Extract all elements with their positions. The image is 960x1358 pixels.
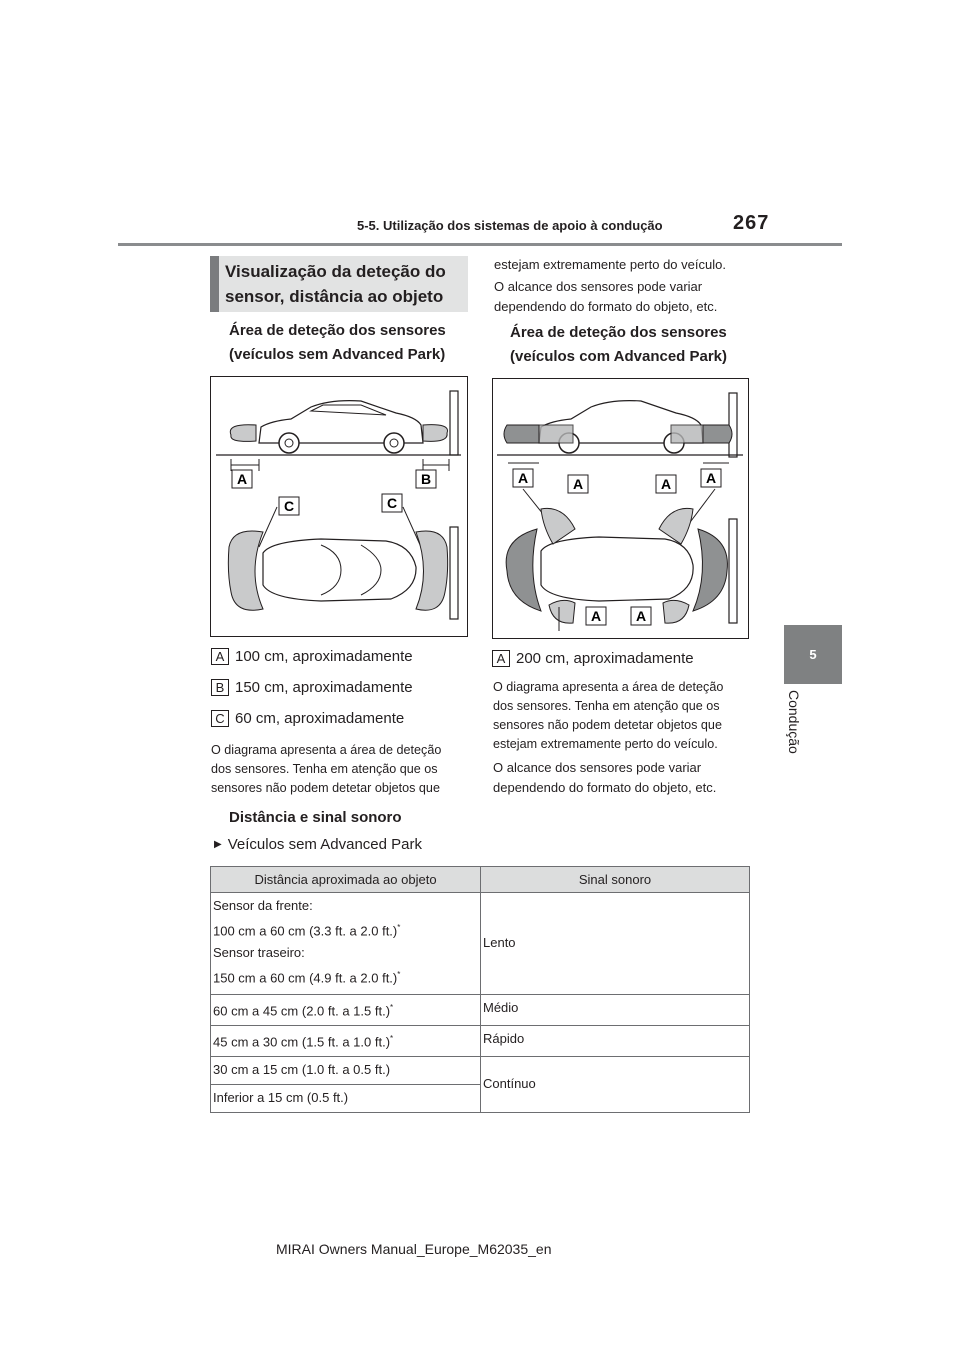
left-figure-heading bbox=[229, 319, 446, 367]
left-note bbox=[211, 741, 471, 798]
right-note bbox=[493, 678, 763, 798]
legend-item bbox=[211, 710, 413, 727]
distance-cell bbox=[211, 893, 481, 995]
distance-cell: Inferior a 15 cm (0.5 ft.) bbox=[211, 1084, 481, 1112]
fig-label-a: A bbox=[236, 471, 248, 487]
footer-text: MIRAI Owners Manual_Europe_M62035_en bbox=[276, 1241, 552, 1257]
left-heading-line1: Área de deteção dos sensores bbox=[229, 322, 446, 339]
chapter-tab[interactable]: 5 bbox=[784, 625, 842, 684]
legend-key: C bbox=[211, 710, 229, 727]
fig-label-c2: C bbox=[386, 495, 398, 511]
header-distance: Distância aproximada ao objeto bbox=[211, 867, 481, 893]
distance-heading: Distância e sinal sonoro bbox=[229, 809, 402, 826]
legend-item bbox=[211, 679, 413, 696]
fig-label-a1: A bbox=[517, 470, 529, 486]
right-diagram-svg bbox=[493, 379, 748, 638]
section-heading-box bbox=[210, 256, 468, 312]
legend-item bbox=[211, 648, 413, 665]
note-line: O diagrama apresenta a área de deteção bbox=[493, 680, 724, 694]
right-legend-item bbox=[492, 650, 694, 667]
legend-key: A bbox=[211, 648, 229, 665]
page-number: 267 bbox=[733, 212, 770, 234]
fig-label-a4: A bbox=[705, 470, 717, 486]
section-heading-line1: Visualização da deteção do bbox=[225, 262, 446, 281]
table-row bbox=[211, 1025, 750, 1056]
note-line: O alcance dos sensores pode variar bbox=[493, 760, 702, 775]
fig-label-a3: A bbox=[660, 476, 672, 492]
note-line: estejam extremamente perto do veículo. bbox=[493, 737, 718, 751]
fig-label-a2: A bbox=[572, 476, 584, 492]
distance-cell: 60 cm a 45 cm (2.0 ft. a 1.5 ft.)* bbox=[211, 994, 481, 1025]
note-line: sensores não podem detetar objetos que bbox=[493, 718, 722, 732]
table-row bbox=[211, 893, 750, 995]
section-title: 5-5. Utilização dos sistemas de apoio à condução bbox=[357, 218, 663, 233]
right-sensor-diagram bbox=[492, 378, 749, 639]
distance-cell: 30 cm a 15 cm (1.0 ft. a 0.5 ft.) bbox=[211, 1056, 481, 1084]
sound-cell: Lento bbox=[481, 893, 750, 995]
note-line: dos sensores. Tenha em atenção que os bbox=[211, 762, 438, 776]
right-top-line3: dependendo do formato do objeto, etc. bbox=[494, 299, 718, 314]
right-top-line2: O alcance dos sensores pode variar bbox=[494, 279, 703, 294]
right-heading-line1: Área de deteção dos sensores bbox=[510, 324, 727, 341]
cell-line: Sensor traseiro: bbox=[213, 945, 305, 961]
sound-cell: Médio bbox=[481, 994, 750, 1025]
sound-cell: Rápido bbox=[481, 1025, 750, 1056]
bullet-item bbox=[214, 836, 422, 853]
bullet-text: Veículos sem Advanced Park bbox=[227, 836, 422, 853]
left-legend bbox=[211, 648, 413, 727]
table-row bbox=[211, 994, 750, 1025]
legend-key: A bbox=[492, 650, 510, 667]
note-line: sensores não podem detetar objetos que bbox=[211, 781, 440, 795]
fig-label-b: B bbox=[420, 471, 432, 487]
right-heading-line2: (veículos com Advanced Park) bbox=[510, 348, 728, 365]
left-sensor-diagram bbox=[210, 376, 468, 637]
sound-cell: Contínuo bbox=[481, 1056, 750, 1112]
table-header-row bbox=[211, 867, 750, 893]
legend-key: B bbox=[211, 679, 229, 696]
left-diagram-svg bbox=[211, 377, 467, 636]
legend-text: 200 cm, aproximadamente bbox=[516, 650, 694, 667]
distance-cell: 45 cm a 30 cm (1.5 ft. a 1.0 ft.)* bbox=[211, 1025, 481, 1056]
table-row bbox=[211, 1056, 750, 1084]
note-line: O diagrama apresenta a área de deteção bbox=[211, 743, 442, 757]
right-top-paragraph bbox=[494, 255, 764, 317]
legend-text: 60 cm, aproximadamente bbox=[235, 710, 405, 727]
header-sound: Sinal sonoro bbox=[481, 867, 750, 893]
cell-line: Sensor da frente: bbox=[213, 898, 313, 913]
legend-text: 150 cm, aproximadamente bbox=[235, 679, 413, 696]
section-heading-line2: sensor, distância ao objeto bbox=[225, 287, 444, 306]
note-line: dependendo do formato do objeto, etc. bbox=[493, 780, 717, 795]
distance-sound-table bbox=[210, 866, 750, 1113]
cell-line: 150 cm a 60 cm (4.9 ft. a 2.0 ft.)* bbox=[213, 970, 401, 986]
right-top-line1: estejam extremamente perto do veículo. bbox=[494, 257, 726, 272]
legend-text: 100 cm, aproximadamente bbox=[235, 648, 413, 665]
fig-label-c1: C bbox=[283, 498, 295, 514]
note-line: dos sensores. Tenha em atenção que os bbox=[493, 699, 720, 713]
header-rule bbox=[118, 243, 842, 246]
left-heading-line2: (veículos sem Advanced Park) bbox=[229, 346, 446, 363]
fig-label-a6: A bbox=[635, 608, 647, 624]
cell-line: 100 cm a 60 cm (3.3 ft. a 2.0 ft.)* bbox=[213, 923, 401, 939]
right-figure-heading bbox=[510, 321, 727, 369]
triangle-bullet-icon: ▶ bbox=[214, 839, 222, 850]
fig-label-a5: A bbox=[590, 608, 602, 624]
chapter-label: Condução bbox=[786, 690, 802, 754]
